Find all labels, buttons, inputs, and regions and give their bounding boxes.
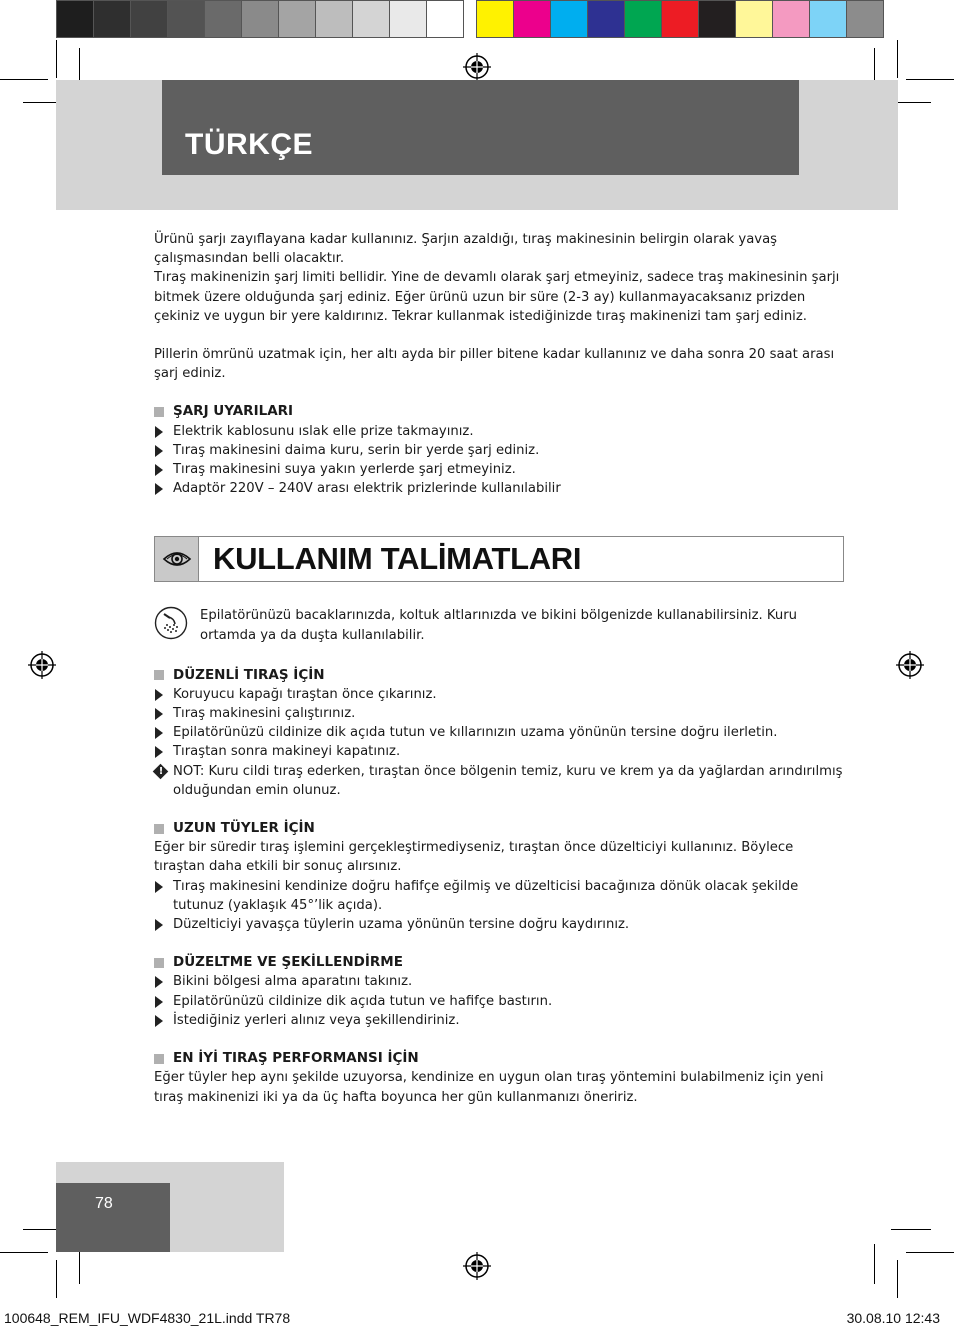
color-swatch xyxy=(168,1,204,37)
crop-mark xyxy=(56,1260,57,1298)
arrow-bullet-icon xyxy=(154,972,173,991)
list-item xyxy=(154,441,844,460)
list-item-text: Tıraş makinesini çalıştırınız. xyxy=(173,706,356,722)
list-item xyxy=(154,1011,844,1030)
main-content xyxy=(154,230,844,1107)
regular-shave-heading xyxy=(154,666,844,685)
list-item-text: Tıraştan sonra makineyi kapatınız. xyxy=(173,744,401,760)
color-swatch xyxy=(625,1,661,37)
process-color-swatches xyxy=(476,0,884,38)
square-bullet-icon xyxy=(154,824,164,834)
list-item xyxy=(154,685,844,704)
best-performance-text: Eğer tüyler hep aynı şekilde uzuyorsa, kendinize en uygun olan tıraş yöntemini bulabilmeniz için yeni tıraş makinenizi iki ya da üç hafta boyunca her gün kullanmanızı öneririz. xyxy=(154,1070,824,1105)
arrow-bullet-icon xyxy=(154,1011,173,1030)
square-bullet-icon xyxy=(154,958,164,968)
charge-warnings-heading xyxy=(154,402,844,421)
usage-note-text: Epilatörünüzü bacaklarınızda, koltuk altlarınızda ve bikini bölgenizde kullanabilirsiniz. Kuru ortamda ya da duşta kullanılabilir. xyxy=(200,608,798,643)
arrow-bullet-icon xyxy=(154,723,173,742)
list-item-text: Bikini bölgesi alma aparatını takınız. xyxy=(173,974,413,990)
list-item-text: Adaptör 220V – 240V arası elektrik prizlerinde kullanılabilir xyxy=(173,481,561,497)
intro-paragraph: Tıraş makinenizin şarj limiti bellidir. Yine de devamlı olarak şarj etmeyiniz, sadece traş makinesinin şarjı bitmek üzere olduğunda şarj ediniz. Eğer ürünü uzun bir süre (2-3 ay) kullanmayacaksanız prizden çekiniz ve uygun bir yere kaldırınız. Tekrar kullanmak istediğinizde tıraş makinenizi tam şarj ediniz. xyxy=(154,270,840,324)
page-number: 78 xyxy=(95,1195,113,1212)
color-swatch xyxy=(810,1,846,37)
crop-mark xyxy=(906,1252,954,1253)
color-swatch xyxy=(773,1,809,37)
color-swatch xyxy=(699,1,735,37)
arrow-bullet-icon xyxy=(154,441,173,460)
list-item xyxy=(154,704,844,723)
note-item xyxy=(154,762,844,800)
arrow-bullet-icon xyxy=(154,460,173,479)
square-bullet-icon xyxy=(154,1054,164,1064)
trimming-heading xyxy=(154,953,844,972)
list-item-text: Koruyucu kapağı tıraştan önce çıkarınız. xyxy=(173,686,437,702)
list-item-text: Epilatörünüzü cildinize dik açıda tutun ve kıllarınızın uzama yönünün tersine doğru ilerletin. xyxy=(173,725,778,741)
color-swatch xyxy=(588,1,624,37)
list-item-text: Epilatörünüzü cildinize dik açıda tutun ve hafifçe bastırın. xyxy=(173,993,553,1009)
square-bullet-icon xyxy=(154,670,164,680)
crop-mark xyxy=(891,1229,931,1230)
crop-mark xyxy=(897,40,898,78)
color-swatch xyxy=(551,1,587,37)
note-text: NOT: Kuru cildi tıraş ederken, tıraştan önce bölgenin temiz, kuru ve krem ya da yağlardan arındırılmış olduğundan emin olunuz. xyxy=(173,763,843,798)
heading-text: DÜZELTME VE ŞEKİLLENDİRME xyxy=(173,954,403,971)
section-header xyxy=(154,536,844,582)
list-item xyxy=(154,460,844,479)
arrow-bullet-icon xyxy=(154,877,173,896)
list-item-text: İstediğiniz yerleri alınız veya şekillendiriniz. xyxy=(173,1012,460,1028)
long-hair-intro: Eğer bir süredir tıraş işlemini gerçekleştirmediyseniz, tıraştan önce düzelticiyi kullanınız. Böylece tıraştan daha etkili bir sonuç alırsınız. xyxy=(154,840,794,875)
color-swatch xyxy=(242,1,278,37)
list-item-text: Tıraş makinesini kendinize doğru hafifçe eğilmiş ve düzelticisi bacağınıza dönük olacak şekilde tutunuz (yaklaşık 45°’lik açıda). xyxy=(173,878,799,913)
crop-mark xyxy=(906,79,954,80)
arrow-bullet-icon xyxy=(154,742,173,761)
footer-file-info: 100648_REM_IFU_WDF4830_21L.indd TR78 xyxy=(4,1310,291,1326)
list-item xyxy=(154,723,844,742)
best-performance-heading xyxy=(154,1049,844,1068)
color-swatch xyxy=(94,1,130,37)
list-item xyxy=(154,742,844,761)
arrow-bullet-icon xyxy=(154,704,173,723)
arrow-bullet-icon xyxy=(154,422,173,441)
arrow-bullet-icon xyxy=(154,915,173,934)
usage-note xyxy=(154,606,844,646)
color-swatch xyxy=(390,1,426,37)
list-item xyxy=(154,992,844,1011)
arrow-bullet-icon xyxy=(154,479,173,498)
long-hair-heading xyxy=(154,819,844,838)
heading-text: ŞARJ UYARILARI xyxy=(173,403,294,420)
color-swatch xyxy=(427,1,463,37)
intro-paragraph: Ürünü şarjı zayıflayana kadar kullanınız. Şarjın azaldığı, tıraş makinesinin belirgin olarak yavaş çalışmasından belli olacaktır. xyxy=(154,232,778,267)
color-swatch xyxy=(353,1,389,37)
list-item xyxy=(154,422,844,441)
color-swatch xyxy=(662,1,698,37)
footer-date: 30.08.10 12:43 xyxy=(846,1310,940,1326)
color-swatch xyxy=(316,1,352,37)
list-item-text: Tıraş makinesini daima kuru, serin bir yerde şarj ediniz. xyxy=(173,442,540,458)
color-swatch xyxy=(477,1,513,37)
crop-mark xyxy=(56,40,57,78)
registration-mark-icon xyxy=(463,53,491,81)
shower-icon xyxy=(154,606,200,646)
heading-text: EN İYİ TIRAŞ PERFORMANSI İÇİN xyxy=(173,1050,419,1067)
color-swatch xyxy=(131,1,167,37)
color-calibration-bar xyxy=(56,0,884,38)
eye-icon xyxy=(155,537,199,581)
registration-mark-icon xyxy=(896,651,924,679)
color-swatch xyxy=(205,1,241,37)
crop-mark xyxy=(0,1252,48,1253)
list-item xyxy=(154,915,844,934)
list-item-text: Tıraş makinesini suya yakın yerlerde şarj etmeyiniz. xyxy=(173,462,516,478)
registration-mark-icon xyxy=(28,651,56,679)
color-swatch xyxy=(736,1,772,37)
color-swatch xyxy=(279,1,315,37)
list-item xyxy=(154,877,844,915)
page-title: TÜRKÇE xyxy=(185,128,313,161)
arrow-bullet-icon xyxy=(154,685,173,704)
intro-paragraph: Pillerin ömrünü uzatmak için, her altı ayda bir piller bitene kadar kullanınız ve daha sonra 20 saat arası şarj ediniz. xyxy=(154,347,835,382)
registration-mark-icon xyxy=(463,1252,491,1280)
color-swatch xyxy=(847,1,883,37)
section-title: KULLANIM TALİMATLARI xyxy=(213,541,582,577)
color-swatch xyxy=(57,1,93,37)
list-item-text: Elektrik kablosunu ıslak elle prize takmayınız. xyxy=(173,423,474,439)
crop-mark xyxy=(897,1260,898,1298)
color-swatch xyxy=(514,1,550,37)
crop-mark xyxy=(0,79,48,80)
arrow-bullet-icon xyxy=(154,992,173,1011)
heading-text: DÜZENLİ TIRAŞ İÇİN xyxy=(173,666,325,683)
grayscale-swatches xyxy=(56,0,464,38)
heading-text: UZUN TÜYLER İÇİN xyxy=(173,820,315,837)
list-item xyxy=(154,972,844,991)
list-item-text: Düzelticiyi yavaşça tüylerin uzama yönünün tersine doğru kaydırınız. xyxy=(173,917,630,933)
square-bullet-icon xyxy=(154,407,164,417)
warning-icon: ! xyxy=(154,762,173,781)
crop-mark xyxy=(874,1244,875,1284)
page-number-box xyxy=(56,1183,170,1252)
list-item xyxy=(154,479,844,498)
